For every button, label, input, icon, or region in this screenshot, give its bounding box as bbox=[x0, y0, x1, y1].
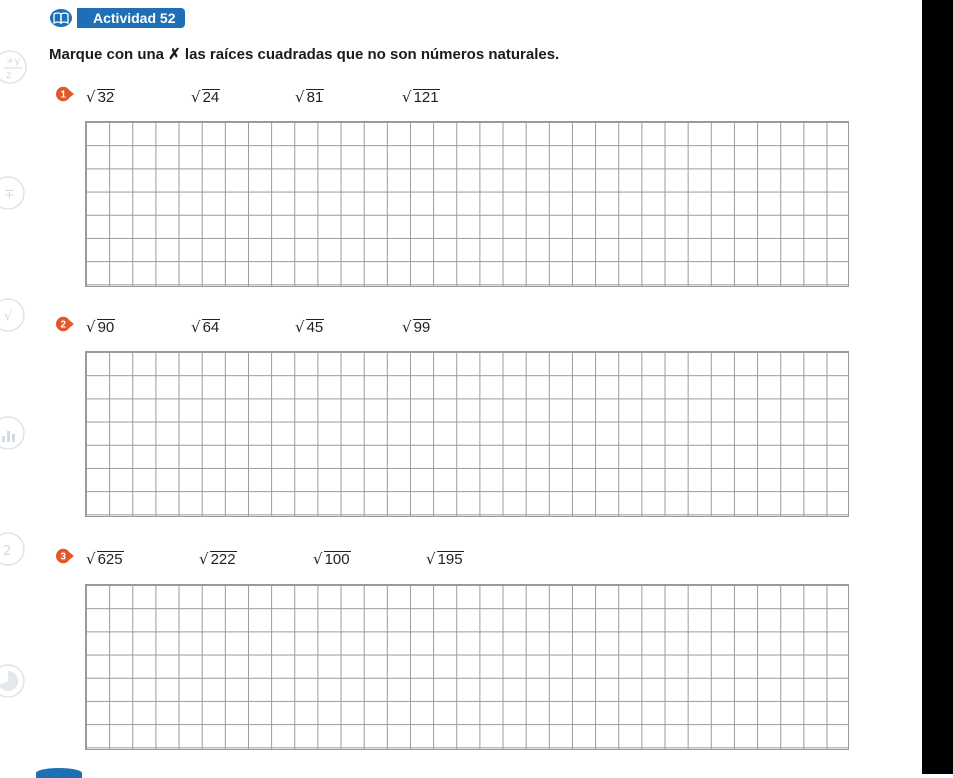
radical-sign: √ bbox=[191, 318, 201, 336]
pie-chart-icon bbox=[0, 664, 34, 698]
square-root-item bbox=[402, 82, 440, 106]
radicand: 222 bbox=[210, 551, 236, 568]
book-icon bbox=[49, 7, 73, 29]
square-root-expression bbox=[86, 550, 124, 568]
square-root-expression bbox=[199, 550, 237, 568]
radicand: 100 bbox=[324, 551, 350, 568]
radical-sign: √ bbox=[313, 550, 323, 568]
answer-grid-3[interactable] bbox=[85, 584, 849, 750]
radicand: 121 bbox=[413, 89, 439, 106]
radicand: 32 bbox=[97, 89, 115, 106]
square-root-item bbox=[295, 312, 324, 336]
radical-sign: √ bbox=[86, 318, 96, 336]
radical-sign: √ bbox=[402, 88, 412, 106]
radical-sign: √ bbox=[402, 318, 412, 336]
square-root-item bbox=[426, 544, 464, 568]
square-root-expression bbox=[191, 88, 220, 106]
footer-tab bbox=[36, 768, 82, 778]
fraction-icon bbox=[0, 50, 34, 84]
radicand: 64 bbox=[202, 319, 220, 336]
radicand: 81 bbox=[306, 89, 324, 106]
square-root-expression bbox=[313, 550, 351, 568]
root-symbol-icon bbox=[0, 298, 34, 332]
answer-grid-1[interactable] bbox=[85, 121, 849, 287]
square-root-item bbox=[295, 82, 324, 106]
bar-chart-icon bbox=[0, 416, 34, 450]
square-root-item bbox=[191, 82, 220, 106]
answer-grid-2[interactable] bbox=[85, 351, 849, 517]
square-root-expression bbox=[402, 318, 431, 336]
radical-sign: √ bbox=[191, 88, 201, 106]
radical-sign: √ bbox=[295, 88, 305, 106]
square-root-item bbox=[86, 544, 124, 568]
radical-sign: √ bbox=[199, 550, 209, 568]
radicand: 99 bbox=[413, 319, 431, 336]
square-root-expression bbox=[295, 318, 324, 336]
svg-text:+y: +y bbox=[6, 56, 21, 67]
radical-sign: √ bbox=[86, 550, 96, 568]
radical-sign: √ bbox=[426, 550, 436, 568]
square-root-item bbox=[313, 544, 351, 568]
activity-title: Actividad 52 bbox=[77, 8, 185, 28]
radicand: 90 bbox=[97, 319, 115, 336]
svg-text:z: z bbox=[6, 70, 12, 81]
activity-header bbox=[49, 7, 185, 29]
square-root-item bbox=[86, 312, 115, 336]
exercise-number-badge bbox=[56, 85, 74, 103]
square-root-expression bbox=[426, 550, 464, 568]
svg-text:√: √ bbox=[4, 309, 13, 324]
exercise-number: 1 bbox=[60, 89, 66, 101]
square-root-expression bbox=[86, 88, 115, 106]
radicand: 45 bbox=[306, 319, 324, 336]
radicand: 625 bbox=[97, 551, 123, 568]
square-root-item bbox=[191, 312, 220, 336]
svg-text:2: 2 bbox=[3, 544, 12, 559]
square-root-expression bbox=[402, 88, 440, 106]
radical-sign: √ bbox=[86, 88, 96, 106]
exercise-number: 2 bbox=[60, 319, 66, 331]
square-root-expression bbox=[191, 318, 220, 336]
exercise-number-badge bbox=[56, 547, 74, 565]
exercise-number-badge bbox=[56, 315, 74, 333]
right-edge-bar bbox=[922, 0, 953, 774]
svg-text:∓: ∓ bbox=[4, 187, 15, 202]
radicand: 24 bbox=[202, 89, 220, 106]
square-root-expression bbox=[295, 88, 324, 106]
plus-minus-icon bbox=[0, 176, 34, 210]
number-two-icon bbox=[0, 532, 34, 566]
square-root-expression bbox=[86, 318, 115, 336]
radical-sign: √ bbox=[295, 318, 305, 336]
radicand: 195 bbox=[437, 551, 463, 568]
square-root-item bbox=[402, 312, 431, 336]
exercise-number: 3 bbox=[60, 551, 66, 563]
square-root-item bbox=[199, 544, 237, 568]
instruction-text: Marque con una ✗ las raíces cuadradas que no son números naturales. bbox=[49, 46, 560, 63]
square-root-item bbox=[86, 82, 115, 106]
